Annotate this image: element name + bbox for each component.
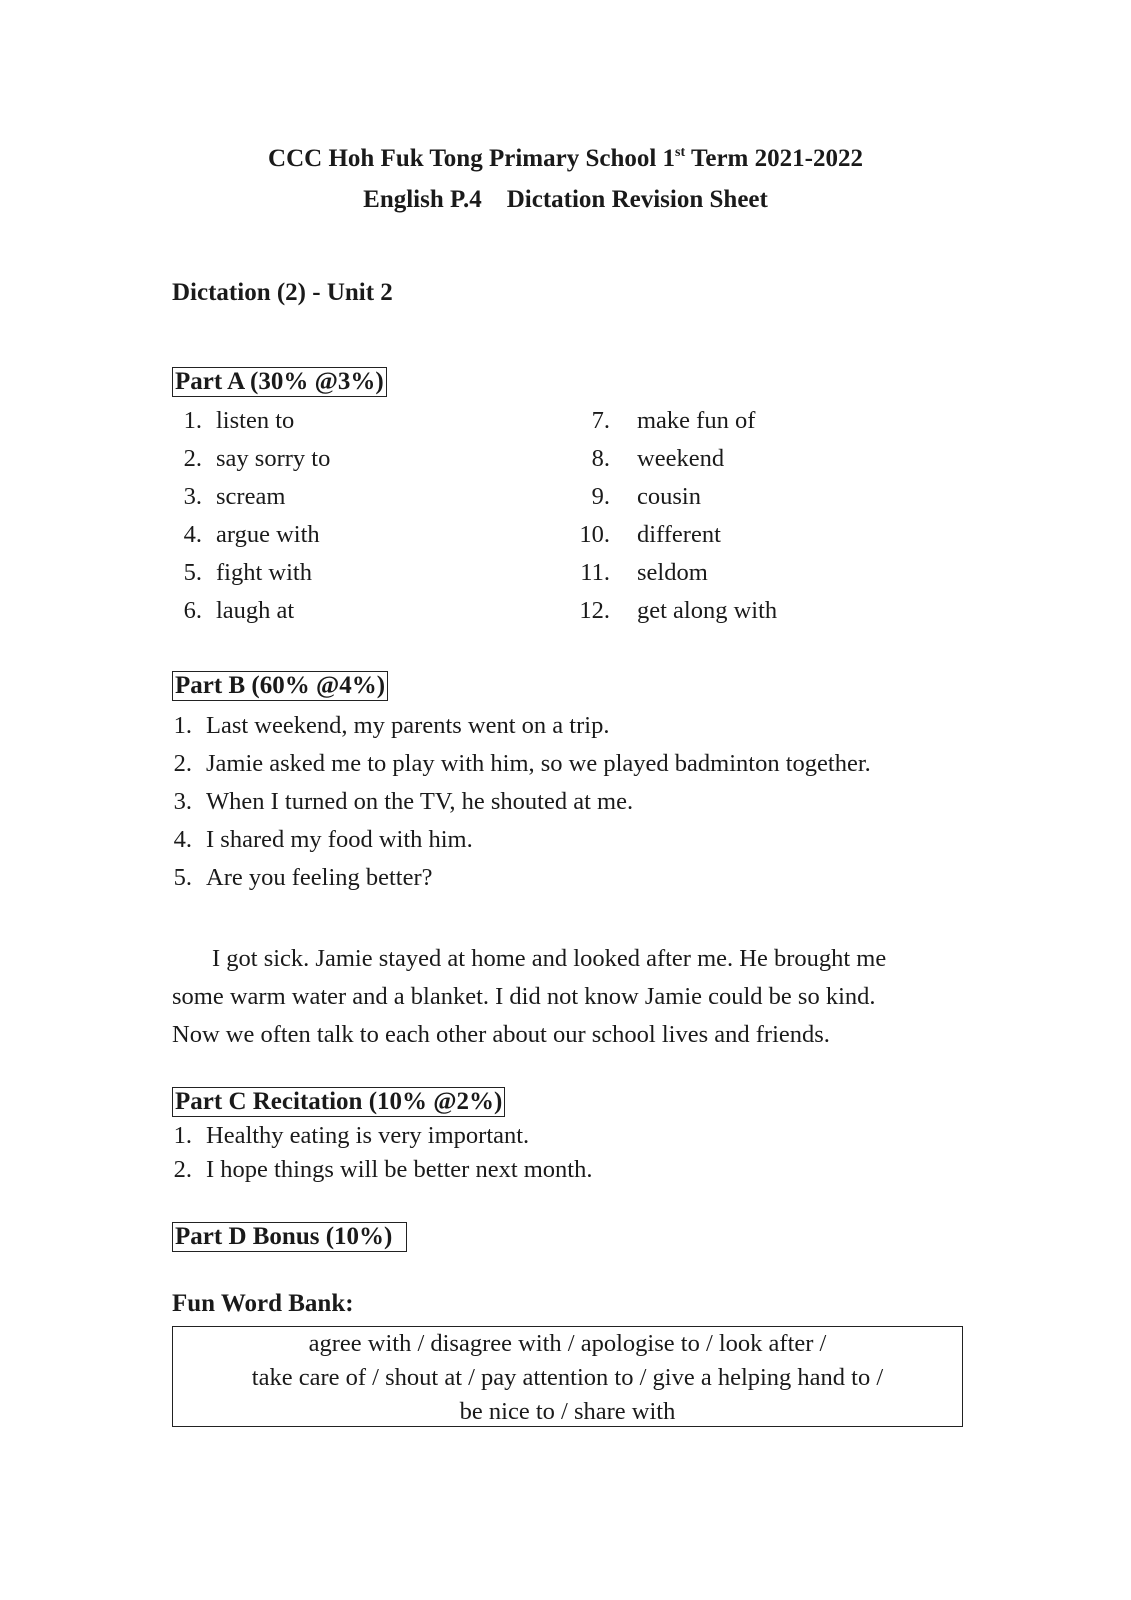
list-item: [172, 406, 330, 436]
part-b-heading: [172, 671, 388, 701]
list-item: [172, 825, 871, 855]
item-text: argue with: [216, 521, 320, 548]
item-number: 6.: [183, 597, 202, 624]
part-c-list: [172, 1121, 593, 1185]
item-number: 2.: [183, 445, 202, 472]
word-bank-line: agree with / disagree with / apologise to / look after /: [308, 1330, 827, 1357]
list-item: [172, 1155, 593, 1185]
list-item: [172, 749, 871, 779]
title-superscript: st: [675, 145, 686, 160]
item-number: 1.: [173, 712, 192, 739]
list-item: [172, 444, 330, 474]
item-text: Are you feeling better?: [206, 864, 433, 891]
item-number: 4.: [183, 521, 202, 548]
item-text: make fun of: [637, 407, 756, 434]
list-item: [172, 520, 330, 550]
word-bank-box: [172, 1326, 963, 1427]
item-text: get along with: [637, 597, 778, 624]
item-number: 2.: [173, 1156, 192, 1183]
item-text: I hope things will be better next month.: [206, 1156, 593, 1183]
page-title: [0, 138, 1131, 174]
part-a-heading: [172, 367, 387, 397]
page-subtitle: English P.4 Dictation Revision Sheet: [363, 186, 768, 213]
item-number: 9.: [591, 483, 610, 510]
list-item: [570, 482, 777, 512]
paragraph-line: Now we often talk to each other about our school lives and friends.: [172, 1021, 830, 1048]
item-number: 10.: [579, 521, 610, 548]
list-item: [570, 444, 777, 474]
item-text: I shared my food with him.: [206, 826, 473, 853]
item-number: 5.: [173, 864, 192, 891]
list-item: [172, 711, 871, 741]
item-text: fight with: [216, 559, 312, 586]
item-text: laugh at: [216, 597, 295, 624]
part-a-left-list: [172, 406, 330, 626]
item-text: scream: [216, 483, 286, 510]
item-number: 1.: [173, 1122, 192, 1149]
title-suffix: Term 2021-2022: [685, 145, 863, 172]
item-number: 5.: [183, 559, 202, 586]
dictation-heading: Dictation (2) - Unit 2: [172, 279, 393, 306]
list-item: [172, 482, 330, 512]
item-number: 7.: [591, 407, 610, 434]
part-a-heading-box: Part A (30% @3%): [172, 367, 387, 397]
title-prefix: CCC Hoh Fuk Tong Primary School 1: [268, 145, 676, 172]
item-text: Healthy eating is very important.: [206, 1122, 530, 1149]
part-b-paragraph: [172, 940, 886, 1054]
item-number: 2.: [173, 750, 192, 777]
part-b-list: [172, 711, 871, 893]
item-number: 3.: [183, 483, 202, 510]
item-number: 11.: [580, 559, 610, 586]
paragraph-line: I got sick. Jamie stayed at home and looked after me. He brought me: [212, 945, 887, 972]
item-text: Jamie asked me to play with him, so we played badminton together.: [206, 750, 871, 777]
part-c-heading-box: Part C Recitation (10% @2%): [172, 1087, 505, 1117]
item-text: different: [637, 521, 721, 548]
part-d-heading-box: Part D Bonus (10%): [172, 1222, 407, 1252]
list-item: [172, 596, 330, 626]
list-item: [172, 863, 871, 893]
item-number: 4.: [173, 826, 192, 853]
item-text: When I turned on the TV, he shouted at me.: [206, 788, 634, 815]
item-text: seldom: [637, 559, 708, 586]
list-item: [172, 1121, 593, 1151]
word-bank-line: take care of / shout at / pay attention to / give a helping hand to /: [251, 1364, 884, 1391]
part-a-right-list: [570, 406, 777, 626]
part-b-heading-box: Part B (60% @4%): [172, 671, 388, 701]
item-number: 12.: [579, 597, 610, 624]
paragraph-line: some warm water and a blanket. I did not know Jamie could be so kind.: [172, 983, 876, 1010]
list-item: [570, 558, 777, 588]
item-text: say sorry to: [216, 445, 331, 472]
item-text: Last weekend, my parents went on a trip.: [206, 712, 610, 739]
list-item: [570, 520, 777, 550]
list-item: [172, 558, 330, 588]
part-c-heading: [172, 1087, 505, 1117]
item-text: cousin: [637, 483, 701, 510]
list-item: [570, 596, 777, 626]
word-bank-line: be nice to / share with: [459, 1398, 676, 1425]
list-item: [570, 406, 777, 436]
item-text: weekend: [637, 445, 725, 472]
part-d-heading: [172, 1222, 407, 1252]
item-text: listen to: [216, 407, 295, 434]
list-item: [172, 787, 871, 817]
item-number: 8.: [591, 445, 610, 472]
word-bank-heading: Fun Word Bank:: [172, 1290, 354, 1317]
item-number: 3.: [173, 788, 192, 815]
item-number: 1.: [183, 407, 202, 434]
